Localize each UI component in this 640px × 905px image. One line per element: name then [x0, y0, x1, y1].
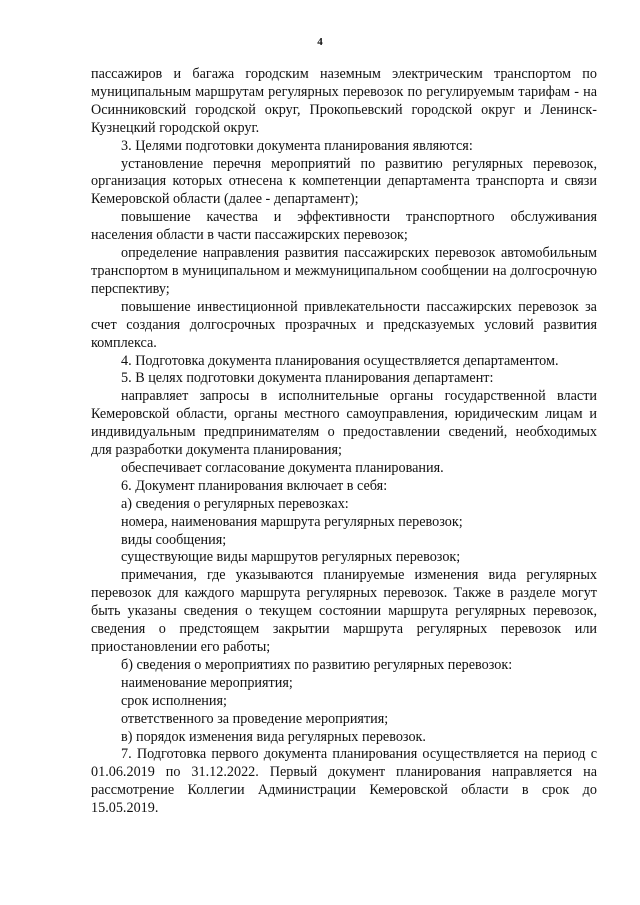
paragraph-section-b: б) сведения о мероприятиях по развитию регулярных перевозок:	[121, 656, 513, 673]
paragraph-section-c: в) порядок изменения вида регулярных перевозок.	[121, 728, 426, 745]
paragraph-item-6: 6. Документ планирования включает в себя:	[121, 477, 388, 494]
paragraph-goal-direction: определение направления развития пассажирских перевозок автомобильным транспортом в муниципальном и межмуниципальном сообщении на долгосрочную перспективу;	[91, 245, 597, 297]
document-body	[91, 66, 597, 818]
paragraph-route-numbers: номера, наименования маршрута регулярных перевозок;	[121, 513, 463, 530]
paragraph-message-types: виды сообщения;	[121, 531, 227, 548]
paragraph-continuation: пассажиров и багажа городским наземным электрическим транспортом по муниципальным маршрутам регулярных перевозок по регулируемым тарифам - на Осинниковский городской округ, Прокопьевский городской округ и Ленинск-Кузнецкий городской округ.	[91, 66, 597, 136]
paragraph-goal-list: установление перечня мероприятий по развитию регулярных перевозок, организация которых отнесена к компетенции департамента транспорта и связи Кемеровской области (далее - департамент);	[91, 155, 597, 208]
paragraph-goal-quality: повышение качества и эффективности транспортного обслуживания населения области в части пассажирских перевозок;	[91, 209, 597, 244]
paragraph-item-3: 3. Целями подготовки документа планирования являются:	[121, 137, 473, 154]
paragraph-item-4: 4. Подготовка документа планирования осуществляется департаментом.	[121, 352, 559, 369]
paragraph-deadline: срок исполнения;	[121, 692, 227, 709]
paragraph-item-5: 5. В целях подготовки документа планирования департамент:	[121, 370, 494, 387]
paragraph-goal-investment: повышение инвестиционной привлекательности пассажирских перевозок за счет создания долгосрочных прозрачных и предсказуемых условий развития комплекса.	[91, 298, 597, 351]
paragraph-route-types: существующие виды маршрутов регулярных перевозок;	[121, 549, 461, 566]
paragraph-notes: примечания, где указываются планируемые изменения вида регулярных перевозок для каждого маршрута регулярных перевозок. Также в разделе могут быть указаны сведения о текущем состоянии маршрута регулярных перевозок, сведения о предстоящем закрытии маршрута регулярных перевозок или приостановлении его работы;	[91, 567, 597, 655]
page-number: 4	[317, 36, 323, 48]
paragraph-approval: обеспечивает согласование документа планирования.	[121, 459, 444, 476]
paragraph-responsible: ответственного за проведение мероприятия;	[121, 710, 389, 727]
paragraph-item-7: 7. Подготовка первого документа планирования осуществляется на период с 01.06.2019 по 31.12.2022. Первый документ планирования направляется на рассмотрение Коллегии Администрации Кемеровской области в срок до 15.05.2019.	[91, 746, 597, 817]
paragraph-section-a: а) сведения о регулярных перевозках:	[121, 495, 349, 512]
paragraph-event-name: наименование мероприятия;	[121, 674, 293, 691]
paragraph-requests: направляет запросы в исполнительные органы государственной власти Кемеровской области, органы местного самоуправления, юридическим лицам и индивидуальным предпринимателям о предоставлении сведений, необходимых для разработки документа планирования;	[91, 388, 597, 459]
